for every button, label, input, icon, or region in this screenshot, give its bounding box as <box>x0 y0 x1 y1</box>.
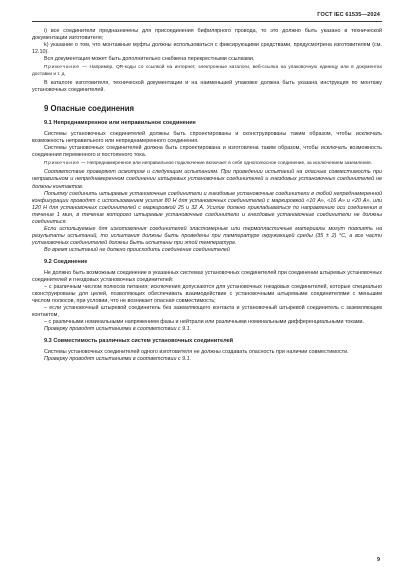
paragraph-compatibility: Системы установочных соединителей одного изготовителя не должны создавать опасность при наличии совместимости. <box>44 349 349 356</box>
standard-header: ГОСТ IEC 61535—2024 <box>317 12 380 18</box>
paragraph-item-i: i) все соединители предназначены для присоединения бифилярного провода, то это должно быть указано в технической документации изготовителя; <box>32 28 382 42</box>
paragraph-check-9-3: Проверку проводят испытаниями в соответствии с 9.1. <box>44 356 192 363</box>
subsection-heading-9-1: 9.1 Непреднамеренное или неправильное соединение <box>44 119 196 126</box>
subsection-heading-9-2: 9.2 Соединение <box>44 258 88 265</box>
note-label: Примечание <box>44 161 80 167</box>
paragraph-force-test: Попытку соединить штыревые установочные соединители и гнездовые установочные соединители в любой непреднамеренной конфигурации проводят с использованием усилия 80 Н для установочных соединителей с маркировкой «10 А», «16 А» и «20 А», или 120 Н для установочных соединителей с маркировкой 25 и 32 А. Усилие должно прикладываться по направлению оси соединения в течение 1 мин, в течение которого штыревые установочные соединители и гнездовые установочные соединители не должны соединиться. <box>32 190 382 225</box>
paragraph-design-requirement: Системы установочных соединителей должны быть спроектированы и сконструированы таким образом, чтобы исключать возможность неправильного или непреднамеренного соединения. <box>32 130 382 144</box>
note-text: — Например, QR-коды со ссылкой на интернет, электронные каталоги, веб-ссылка на упаковочную единицу или в документах доставки и т. д. <box>32 65 382 77</box>
list-item-ratings: – с различными номинальными напряжением фазы и нейтрали или различными номинальными дифференциальными токами. <box>44 319 365 326</box>
list-item-earthing: – если установочный штыревой соединитель без заземляющего контакта и установочный штыревой соединитель с заземляющим контактом, <box>32 305 382 319</box>
note-label: Примечание <box>44 65 80 71</box>
note-text: — Непреднамеренное или неправильное подключение включает в себя однополюсное соединение, за исключением заземления. <box>79 161 372 167</box>
paragraph-no-connection: Во время испытаний не должно происходить соединение соединителей <box>44 246 230 253</box>
header-rule <box>32 21 382 22</box>
note-single-pole <box>32 161 382 167</box>
paragraph-connection-intro: Не должно быть возможным соединение в указанных системах установочных соединителей при соединении штыревых установочных соединителей и гнездовых установочных соединителей: <box>32 269 382 284</box>
subsection-heading-9-3: 9.3 Совместимость различных систем установочных соединителей <box>44 338 234 345</box>
paragraph-cross-references: Вся документация может быть дополнительно снабжена перекрестными ссылками. <box>44 56 255 63</box>
paragraph-temperature-test: Если используемые для изготовления соединителей эластомерные или термопластичные материалы могут повлиять на результаты испытаний, то испытания должны быть проведены при температуре окружающей среды (35 ± 2) °С, а все части установочных соединителей должны быть испытаны при этой температуре. <box>32 225 382 246</box>
paragraph-check-9-2: Проверку проводят испытаниями в соответствии с 9.1. <box>44 326 192 333</box>
paragraph-item-k: k) указание о том, что монтажные муфты должны использоваться с фиксирующими средствами, предусмотрена изготовителем (см. 12.10). <box>32 42 382 56</box>
list-item-poles: – с различным числом полюсов питания; исключения допускаются для установочных гнездовых соединителей, которые специально сконструированы для целей, позволяющих обеспечивать взаимодействие с установочными штыревыми соединителями с меньшим числом полюсов, при условии, что не возникает опасная совместимость; <box>32 284 382 305</box>
note-qr-codes <box>32 65 382 78</box>
section-heading-9: 9 Опасные соединения <box>44 103 135 113</box>
paragraph-compliance-check: Соответствие проверяют осмотром и следующим испытаниям. При проведении испытаний на опасные совместимость при неправильном и непреднамеренном соединении штыревых установочных соединителей и гнездовых установочных соединителей не должны контактов. <box>32 169 382 190</box>
paragraph-ac-dc: Системы установочных соединителей должна быть спроектирована и изготовлена таким образом, чтобы исключать возможность соединения переменного и постоянного тока. <box>32 145 382 159</box>
page-number: 9 <box>377 557 380 563</box>
paragraph-catalogue: В каталоге изготовителя, технической документации и на наименьшей упаковке должна быть указана инструкция по монтажу установочных соединителей. <box>32 79 382 93</box>
